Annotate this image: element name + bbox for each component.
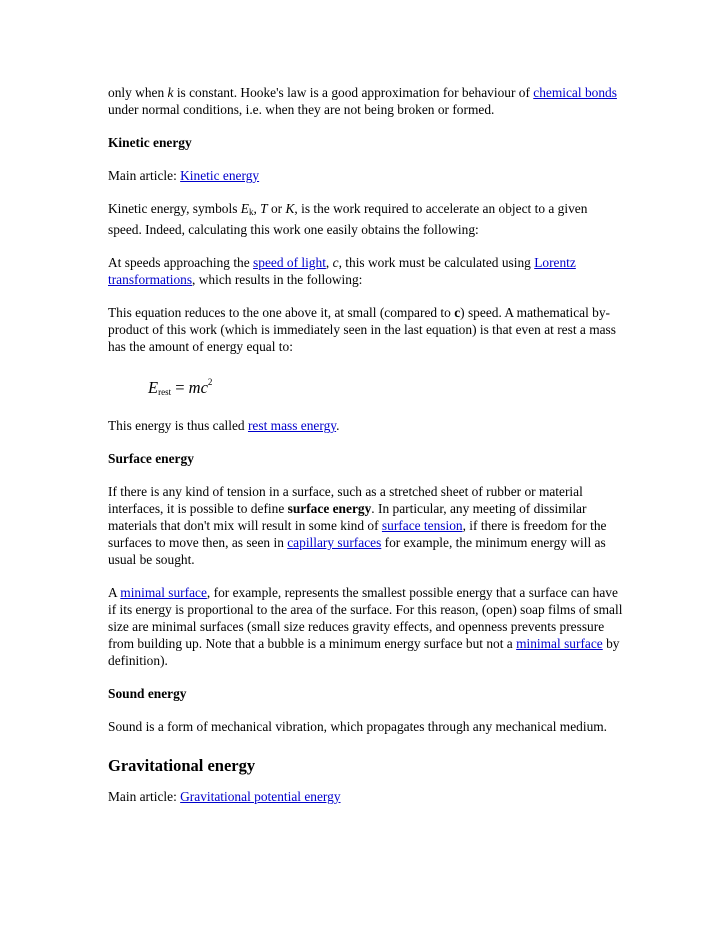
text: Kinetic energy, symbols bbox=[108, 201, 241, 216]
text: . bbox=[336, 418, 340, 433]
text: or bbox=[267, 201, 286, 216]
kinetic-paragraph-3 bbox=[108, 304, 623, 355]
rest-energy-equation bbox=[148, 371, 623, 403]
text: ) speed. A mathematical by-product of this work (which is immediately seen in the last equation) is that even at rest a mass has the amount of energy equal to: bbox=[108, 305, 616, 354]
hooke-paragraph bbox=[108, 84, 623, 118]
eq-superscript-2: 2 bbox=[207, 377, 213, 387]
surface-paragraph-1 bbox=[108, 483, 623, 568]
text: , is the work required to accelerate an object to a given speed. Indeed, calculating this work one easily obtains the following: bbox=[108, 201, 588, 237]
text: This equation reduces to the one above it, at small (compared to bbox=[108, 305, 455, 320]
text: . In particular, any meeting of dissimilar materials that don't mix will result in some kind of bbox=[108, 501, 587, 533]
symbol-E: E bbox=[240, 201, 249, 216]
surface-paragraph-2 bbox=[108, 584, 623, 669]
subscript-k: k bbox=[248, 207, 254, 217]
link-surface-tension[interactable]: surface tension bbox=[381, 518, 463, 533]
kinetic-paragraph-4 bbox=[108, 417, 623, 434]
text: , if there is freedom for the surfaces to move then, as seen in bbox=[108, 518, 607, 550]
link-gravitational-potential-energy[interactable]: Gravitational potential energy bbox=[180, 789, 341, 804]
text: , bbox=[253, 201, 261, 216]
kinetic-paragraph-1 bbox=[108, 200, 623, 238]
text: At speeds approaching the bbox=[108, 255, 254, 270]
text: If there is any kind of tension in a surface, such as a stretched sheet of rubber or material interfaces, it is possible to define bbox=[108, 484, 583, 516]
text: , which results in the following: bbox=[192, 272, 363, 287]
link-capillary-surfaces[interactable]: capillary surfaces bbox=[287, 535, 382, 550]
text: , this work must be calculated using bbox=[338, 255, 535, 270]
term-surface-energy: surface energy bbox=[287, 501, 372, 516]
text: under normal conditions, i.e. when they are not being broken or formed. bbox=[108, 102, 495, 117]
link-minimal-surface-2[interactable]: minimal surface bbox=[516, 636, 603, 651]
text: is constant. Hooke's law is a good approximation for behaviour of bbox=[173, 85, 534, 100]
heading-gravitational-energy: Gravitational energy bbox=[108, 756, 256, 775]
link-lorentz-transformations[interactable]: Lorentz transformations bbox=[108, 255, 576, 287]
text: only when bbox=[108, 85, 168, 100]
eq-mc: mc bbox=[188, 378, 208, 397]
main-article-prefix: Main article: bbox=[108, 789, 181, 804]
sound-paragraph: Sound is a form of mechanical vibration, which propagates through any mechanical medium. bbox=[108, 719, 608, 734]
link-speed-of-light[interactable]: speed of light bbox=[253, 255, 326, 270]
text: , for example, represents the smallest possible energy that a surface can have if its energy is proportional to the area of the surface. For this reason, (open) soap films of small size are minimal surfaces (small size reduces gravity effects, and openness prevents pressure from building up. Note that a bubble is a minimum energy surface but not a bbox=[108, 585, 623, 651]
text: by definition). bbox=[108, 636, 620, 668]
symbol-T: T bbox=[260, 201, 268, 216]
kinetic-main-article bbox=[108, 167, 623, 184]
text: This energy is thus called bbox=[108, 418, 248, 433]
link-chemical-bonds[interactable]: chemical bonds bbox=[533, 85, 617, 100]
main-article-prefix: Main article: bbox=[108, 168, 181, 183]
heading-sound-energy: Sound energy bbox=[108, 686, 187, 701]
symbol-c-bold: c bbox=[454, 305, 461, 320]
eq-subscript-rest: rest bbox=[158, 387, 172, 397]
eq-E: E bbox=[148, 378, 159, 397]
kinetic-paragraph-2 bbox=[108, 254, 623, 288]
text: , bbox=[325, 255, 333, 270]
gravitational-main-article bbox=[108, 788, 623, 805]
symbol-c: c bbox=[332, 255, 339, 270]
link-minimal-surface[interactable]: minimal surface bbox=[120, 585, 207, 600]
symbol-K: K bbox=[285, 201, 295, 216]
text: A bbox=[108, 585, 121, 600]
heading-kinetic-energy: Kinetic energy bbox=[108, 135, 192, 150]
symbol-k: k bbox=[167, 85, 174, 100]
link-rest-mass-energy[interactable]: rest mass energy bbox=[247, 418, 337, 433]
eq-equals: = bbox=[171, 378, 189, 397]
text: for example, the minimum energy will as usual be sought. bbox=[108, 535, 606, 567]
document-page bbox=[108, 84, 623, 821]
link-kinetic-energy[interactable]: Kinetic energy bbox=[180, 168, 260, 183]
heading-surface-energy: Surface energy bbox=[108, 451, 194, 466]
